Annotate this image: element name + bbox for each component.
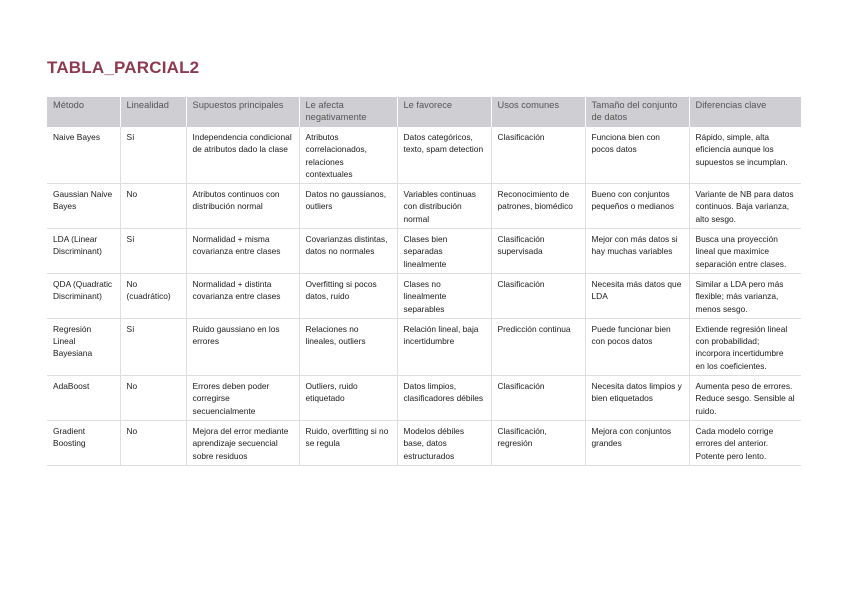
table-cell: Clasificación, regresión	[491, 420, 585, 465]
table-row	[47, 127, 801, 184]
table-cell: Normalidad + distinta covarianza entre clases	[186, 273, 299, 318]
table-cell: Normalidad + misma covarianza entre clases	[186, 229, 299, 274]
table-cell: Independencia condicional de atributos dado la clase	[186, 127, 299, 184]
table-row	[47, 184, 801, 229]
table-cell: Outliers, ruido etiquetado	[299, 376, 397, 421]
header-cell-tamano: Tamaño del conjunto de datos	[585, 97, 689, 127]
table-cell: Aumenta peso de errores. Reduce sesgo. Sensible al ruido.	[689, 376, 801, 421]
header-cell-le-afecta: Le afecta negativamente	[299, 97, 397, 127]
table-cell: Sí	[120, 229, 186, 274]
comparison-table	[47, 97, 801, 466]
table-cell: No	[120, 420, 186, 465]
table-cell: Sí	[120, 127, 186, 184]
table-cell: Extiende regresión lineal con probabilidad; incorpora incertidumbre en los coeficientes.	[689, 318, 801, 375]
table-cell: Ruido, overfitting si no se regula	[299, 420, 397, 465]
table-cell: Modelos débiles base, datos estructurados	[397, 420, 491, 465]
table-cell: Clases bien separadas linealmente	[397, 229, 491, 274]
table-cell: Datos categóricos, texto, spam detection	[397, 127, 491, 184]
table-row	[47, 229, 801, 274]
table-cell: No	[120, 376, 186, 421]
header-cell-metodo: Método	[47, 97, 120, 127]
table-cell: Necesita más datos que LDA	[585, 273, 689, 318]
table-cell: Errores deben poder corregirse secuencialmente	[186, 376, 299, 421]
header-cell-diferencias: Diferencias clave	[689, 97, 801, 127]
table-cell: Clasificación	[491, 127, 585, 184]
table-cell: Rápido, simple, alta eficiencia aunque los supuestos se incumplan.	[689, 127, 801, 184]
table-cell: Busca una proyección lineal que maximice separación entre clases.	[689, 229, 801, 274]
table-cell: Gradient Boosting	[47, 420, 120, 465]
table-cell: Covarianzas distintas, datos no normales	[299, 229, 397, 274]
table-cell: Clasificación	[491, 376, 585, 421]
table-cell: Bueno con conjuntos pequeños o medianos	[585, 184, 689, 229]
header-cell-le-favorece: Le favorece	[397, 97, 491, 127]
table-cell: Variables continuas con distribución normal	[397, 184, 491, 229]
table-cell: Clasificación supervisada	[491, 229, 585, 274]
table-header-row	[47, 97, 801, 127]
table-cell: Sí	[120, 318, 186, 375]
table-cell: Funciona bien con pocos datos	[585, 127, 689, 184]
table-cell: Mejor con más datos si hay muchas variables	[585, 229, 689, 274]
table-cell: LDA (Linear Discriminant)	[47, 229, 120, 274]
table-cell: Clasificación	[491, 273, 585, 318]
table-cell: Cada modelo corrige errores del anterior. Potente pero lento.	[689, 420, 801, 465]
table-cell: Clases no linealmente separables	[397, 273, 491, 318]
table-cell: Reconocimiento de patrones, biomédico	[491, 184, 585, 229]
table-cell: Datos no gaussianos, outliers	[299, 184, 397, 229]
table-cell: Mejora con conjuntos grandes	[585, 420, 689, 465]
table-cell: AdaBoost	[47, 376, 120, 421]
table-cell: Necesita datos limpios y bien etiquetados	[585, 376, 689, 421]
table-row	[47, 273, 801, 318]
table-cell: Regresión Lineal Bayesiana	[47, 318, 120, 375]
header-cell-usos: Usos comunes	[491, 97, 585, 127]
table-cell: Puede funcionar bien con pocos datos	[585, 318, 689, 375]
table-cell: Naive Bayes	[47, 127, 120, 184]
table-row	[47, 420, 801, 465]
table-cell: Overfitting si pocos datos, ruido	[299, 273, 397, 318]
table-cell: QDA (Quadratic Discriminant)	[47, 273, 120, 318]
table-cell: Relaciones no lineales, outliers	[299, 318, 397, 375]
table-cell: Atributos continuos con distribución normal	[186, 184, 299, 229]
header-cell-linealidad: Linealidad	[120, 97, 186, 127]
table-cell: Ruido gaussiano en los errores	[186, 318, 299, 375]
table-row	[47, 376, 801, 421]
table-cell: No	[120, 184, 186, 229]
table-cell: Mejora del error mediante aprendizaje secuencial sobre residuos	[186, 420, 299, 465]
table-cell: Variante de NB para datos continuos. Baja varianza, alto sesgo.	[689, 184, 801, 229]
table-cell: Datos limpios, clasificadores débiles	[397, 376, 491, 421]
table-row	[47, 318, 801, 375]
page-title: TABLA_PARCIAL2	[47, 58, 200, 77]
header-cell-supuestos: Supuestos principales	[186, 97, 299, 127]
table-cell: Atributos correlacionados, relaciones contextuales	[299, 127, 397, 184]
table-cell: Predicción continua	[491, 318, 585, 375]
table-cell: Gaussian Naive Bayes	[47, 184, 120, 229]
table-cell: No (cuadrático)	[120, 273, 186, 318]
table-cell: Relación lineal, baja incertidumbre	[397, 318, 491, 375]
table-cell: Similar a LDA pero más flexible; más varianza, menos sesgo.	[689, 273, 801, 318]
